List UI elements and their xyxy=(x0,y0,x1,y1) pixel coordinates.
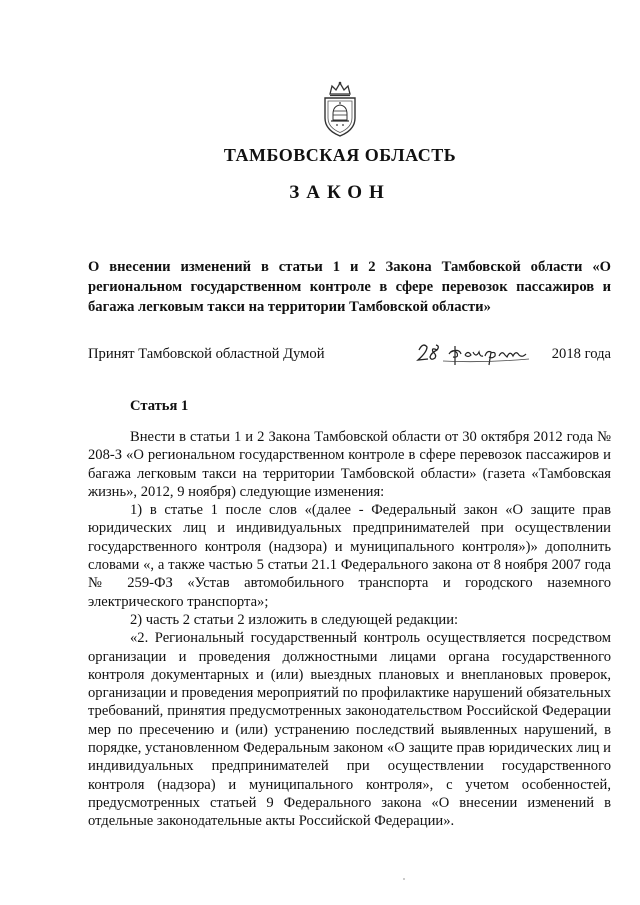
article-heading: Статья 1 xyxy=(130,398,189,414)
region-title: ТАМБОВСКАЯ ОБЛАСТЬ xyxy=(223,145,457,165)
paragraph: 1) в статье 1 после слов «(далее - Федеральный закон «О защите прав юридических лиц и индивидуальных предпринимателей при осуществлении государственного контроля (надзора) и муниципального контроля»)» дополнить словами «, а также частью 5 статьи 21.1 Федерального закона от 8 ноября 2007 года № 259-ФЗ «Устав автомобильного транспорта и городского наземного электрического транспорта»; xyxy=(88,502,611,610)
law-subject: О внесении изменений в статьи 1 и 2 Закона Тамбовской области «О региональном государственном контроле в сфере перевозок пассажиров и багажа легковым такси на территории Тамбовской области» xyxy=(88,259,611,315)
adoption-line xyxy=(88,344,611,368)
scan-speck xyxy=(403,878,405,880)
coat-of-arms-icon xyxy=(318,80,362,138)
handwritten-date xyxy=(413,338,533,374)
document-type: ЗАКОН xyxy=(289,182,391,203)
adoption-text: Принят Тамбовской областной Думой xyxy=(88,346,325,362)
adoption-year: 2018 года xyxy=(551,346,611,362)
paragraph: Внести в статьи 1 и 2 Закона Тамбовской области от 30 октября 2012 года № 208-З «О региональном государственном контроле в сфере перевозок пассажиров и багажа легковым такси на территории Тамбовской области» (газета «Тамбовская жизнь», 2012, 9 ноября) следующие изменения: xyxy=(88,429,611,500)
article-body xyxy=(88,428,611,831)
paragraph: «2. Региональный государственный контроль осуществляется посредством организации и проведения должностными лицами органа государственного контроля документарных и (или) выездных плановых и внеплановых проверок, организации и проведения мероприятий по профилактике нарушений обязательных требований, принятия предусмотренных законодательством Российской Федерации мер по пресечению и (или) устранению последствий выявленных нарушений, в порядке, установленном Федеральным законом «О защите прав юридических лиц и индивидуальных предпринимателей при осуществлении государственного контроля (надзора) и муниципального контроля», с учетом особенностей, предусмотренных статьей 9 Федерального закона «О внесении изменений в отдельные законодательные акты Российской Федерации». xyxy=(88,630,611,830)
paragraph: 2) часть 2 статьи 2 изложить в следующей редакции: xyxy=(130,611,459,628)
